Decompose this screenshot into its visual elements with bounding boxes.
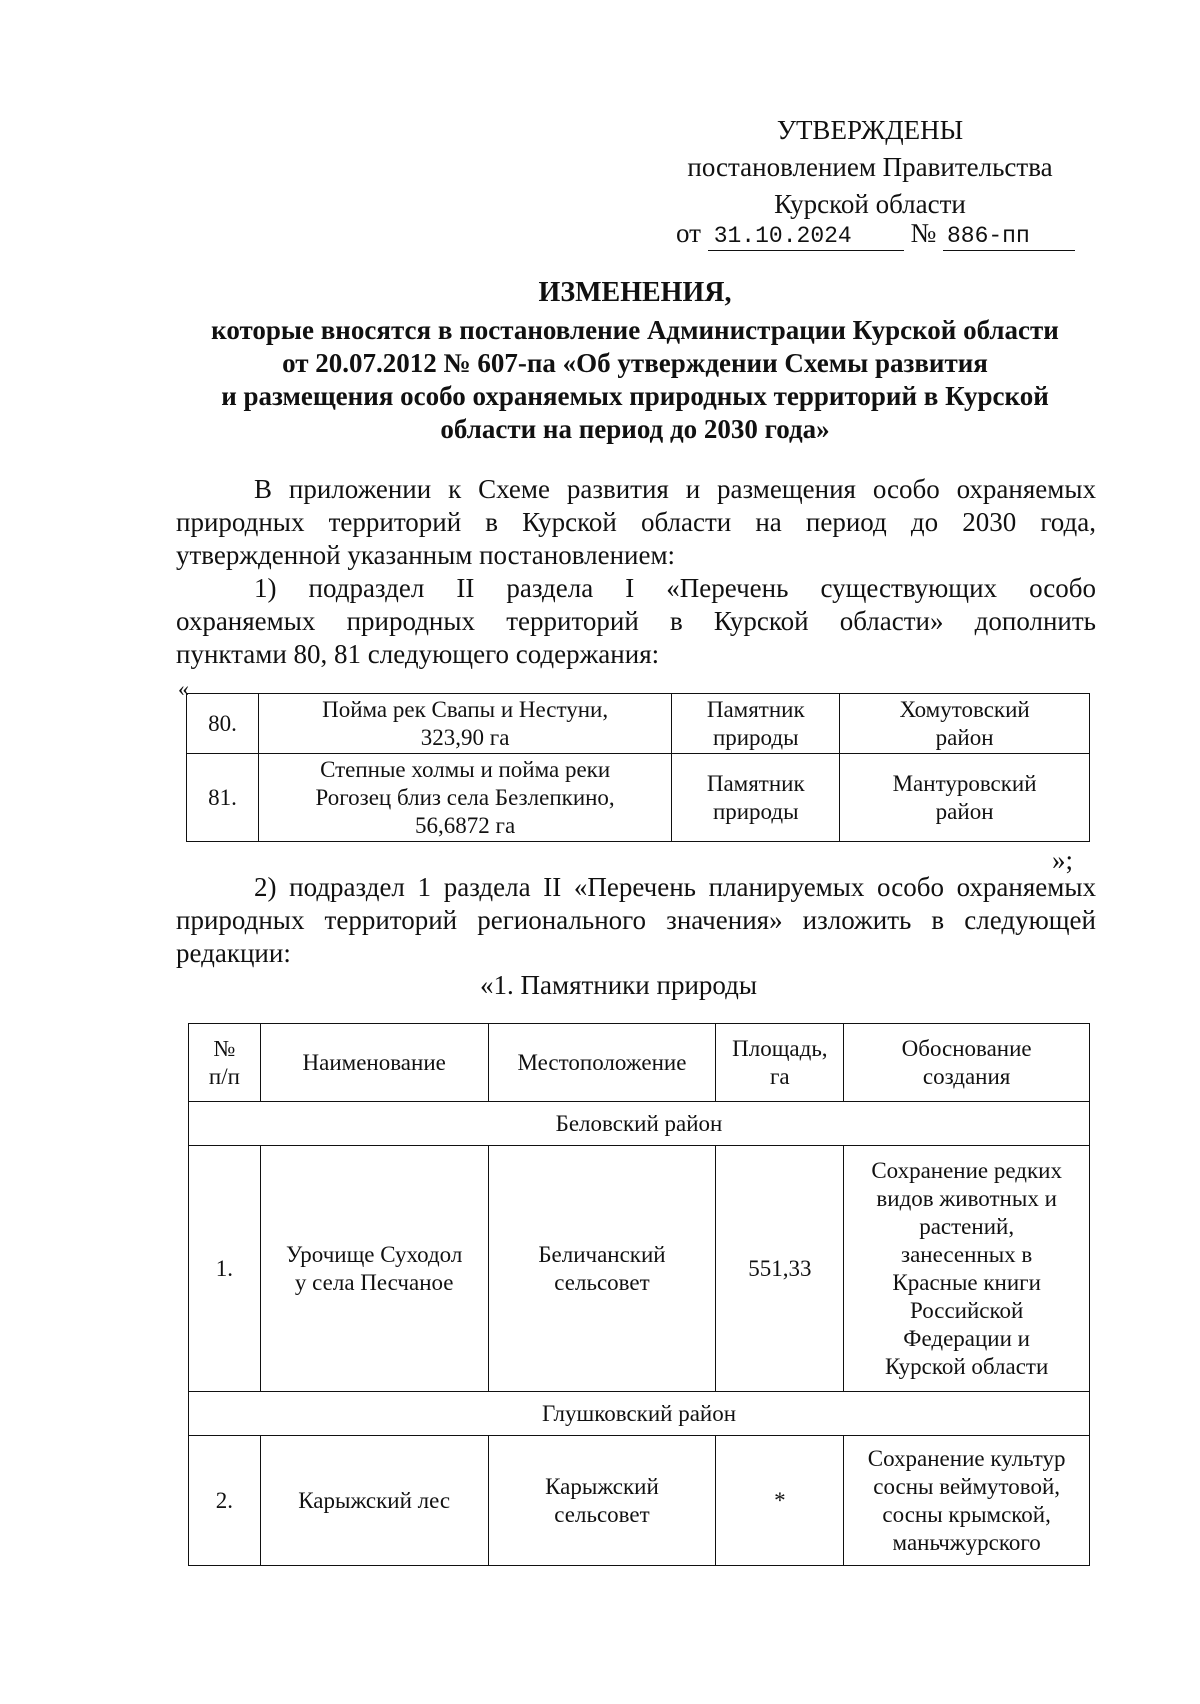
region-name: Глушковский район	[189, 1392, 1090, 1436]
territory-name-cell: Пойма рек Свапы и Нестуни, 323,90 га	[258, 694, 671, 754]
item-1-line: 1) подраздел II раздела I «Перечень существующих особо	[254, 573, 1096, 603]
header-location: Местоположение	[488, 1024, 716, 1102]
title-line: от 20.07.2012 № 607-па «Об утверждении Схемы развития	[282, 348, 988, 378]
row-number-cell: 1.	[189, 1146, 261, 1392]
territory-type-cell: Памятник природы	[672, 754, 840, 842]
territory-name-cell: Степные холмы и пойма реки Рогозец близ села Безлепкино, 56,6872 га	[258, 754, 671, 842]
item-1-line: охраняемых природных территорий в Курской области» дополнить	[176, 606, 1096, 636]
table-header-row	[189, 1024, 1090, 1102]
header-number: № п/п	[189, 1024, 261, 1102]
district-cell: Хомутовский район	[840, 694, 1090, 754]
title-heading: ИЗМЕНЕНИЯ,	[538, 277, 732, 308]
district-cell: Мантуровский район	[840, 754, 1090, 842]
approval-line-2: Курской области	[774, 189, 966, 219]
document-title	[170, 276, 1100, 446]
row-number-cell: 81.	[187, 754, 259, 842]
header-area: Площадь, га	[716, 1024, 844, 1102]
monument-name-cell: Карыжский лес	[260, 1436, 488, 1566]
intro-line: В приложении к Схеме развития и размещения особо охраняемых	[254, 474, 1096, 504]
section-title: «1. Памятники природы	[480, 970, 758, 1000]
reason-cell: Сохранение культур сосны веймутовой, сосны крымской, маньчжурского	[844, 1436, 1090, 1566]
item-2-line: редакции:	[176, 938, 291, 968]
region-row	[189, 1102, 1090, 1146]
intro-paragraph	[176, 473, 1096, 572]
approval-stamp	[640, 112, 1100, 223]
territory-type-cell: Памятник природы	[672, 694, 840, 754]
header-reason: Обоснование создания	[844, 1024, 1090, 1102]
table-row	[187, 694, 1090, 754]
approval-number: 886-пп	[943, 222, 1075, 251]
item-2-line: 2) подраздел 1 раздела II «Перечень планируемых особо охраняемых	[254, 872, 1096, 902]
existing-territories-table	[186, 693, 1090, 842]
table-row	[189, 1436, 1090, 1566]
item-1-paragraph	[176, 572, 1096, 671]
title-line: и размещения особо охраняемых природных территорий в Курской	[221, 381, 1049, 411]
natural-monuments-table	[188, 1023, 1090, 1566]
quote-open-mark: «	[178, 676, 189, 701]
quote-close-mark: »;	[1052, 845, 1074, 875]
table-row	[189, 1146, 1090, 1392]
title-line: которые вносятся в постановление Администрации Курской области	[211, 315, 1059, 345]
region-row	[189, 1392, 1090, 1436]
area-cell: 551,33	[716, 1146, 844, 1392]
approval-line-1: постановлением Правительства	[687, 152, 1053, 182]
number-prefix: №	[910, 218, 937, 248]
area-cell: *	[716, 1436, 844, 1566]
title-line: области на период до 2030 года»	[440, 414, 830, 444]
row-number-cell: 80.	[187, 694, 259, 754]
item-2-paragraph	[176, 871, 1096, 970]
approval-order-line	[676, 218, 1075, 251]
reason-cell: Сохранение редких видов животных и растений, занесенных в Красные книги Российской Федерации и Курской области	[844, 1146, 1090, 1392]
date-prefix: от	[676, 218, 701, 248]
region-name: Беловский район	[189, 1102, 1090, 1146]
row-number-cell: 2.	[189, 1436, 261, 1566]
item-2-line: природных территорий регионального значения» изложить в следующей	[176, 905, 1096, 935]
item-1-line: пунктами 80, 81 следующего содержания:	[176, 639, 660, 669]
intro-line: природных территорий в Курской области на период до 2030 года,	[176, 507, 1096, 537]
location-cell: Беличанский сельсовет	[488, 1146, 716, 1392]
location-cell: Карыжский сельсовет	[488, 1436, 716, 1566]
approval-date: 31.10.2024	[708, 222, 904, 251]
intro-line: утвержденной указанным постановлением:	[176, 540, 676, 570]
approval-title: УТВЕРЖДЕНЫ	[776, 115, 964, 145]
table-row	[187, 754, 1090, 842]
header-name: Наименование	[260, 1024, 488, 1102]
monument-name-cell: Урочище Суходол у села Песчаное	[260, 1146, 488, 1392]
